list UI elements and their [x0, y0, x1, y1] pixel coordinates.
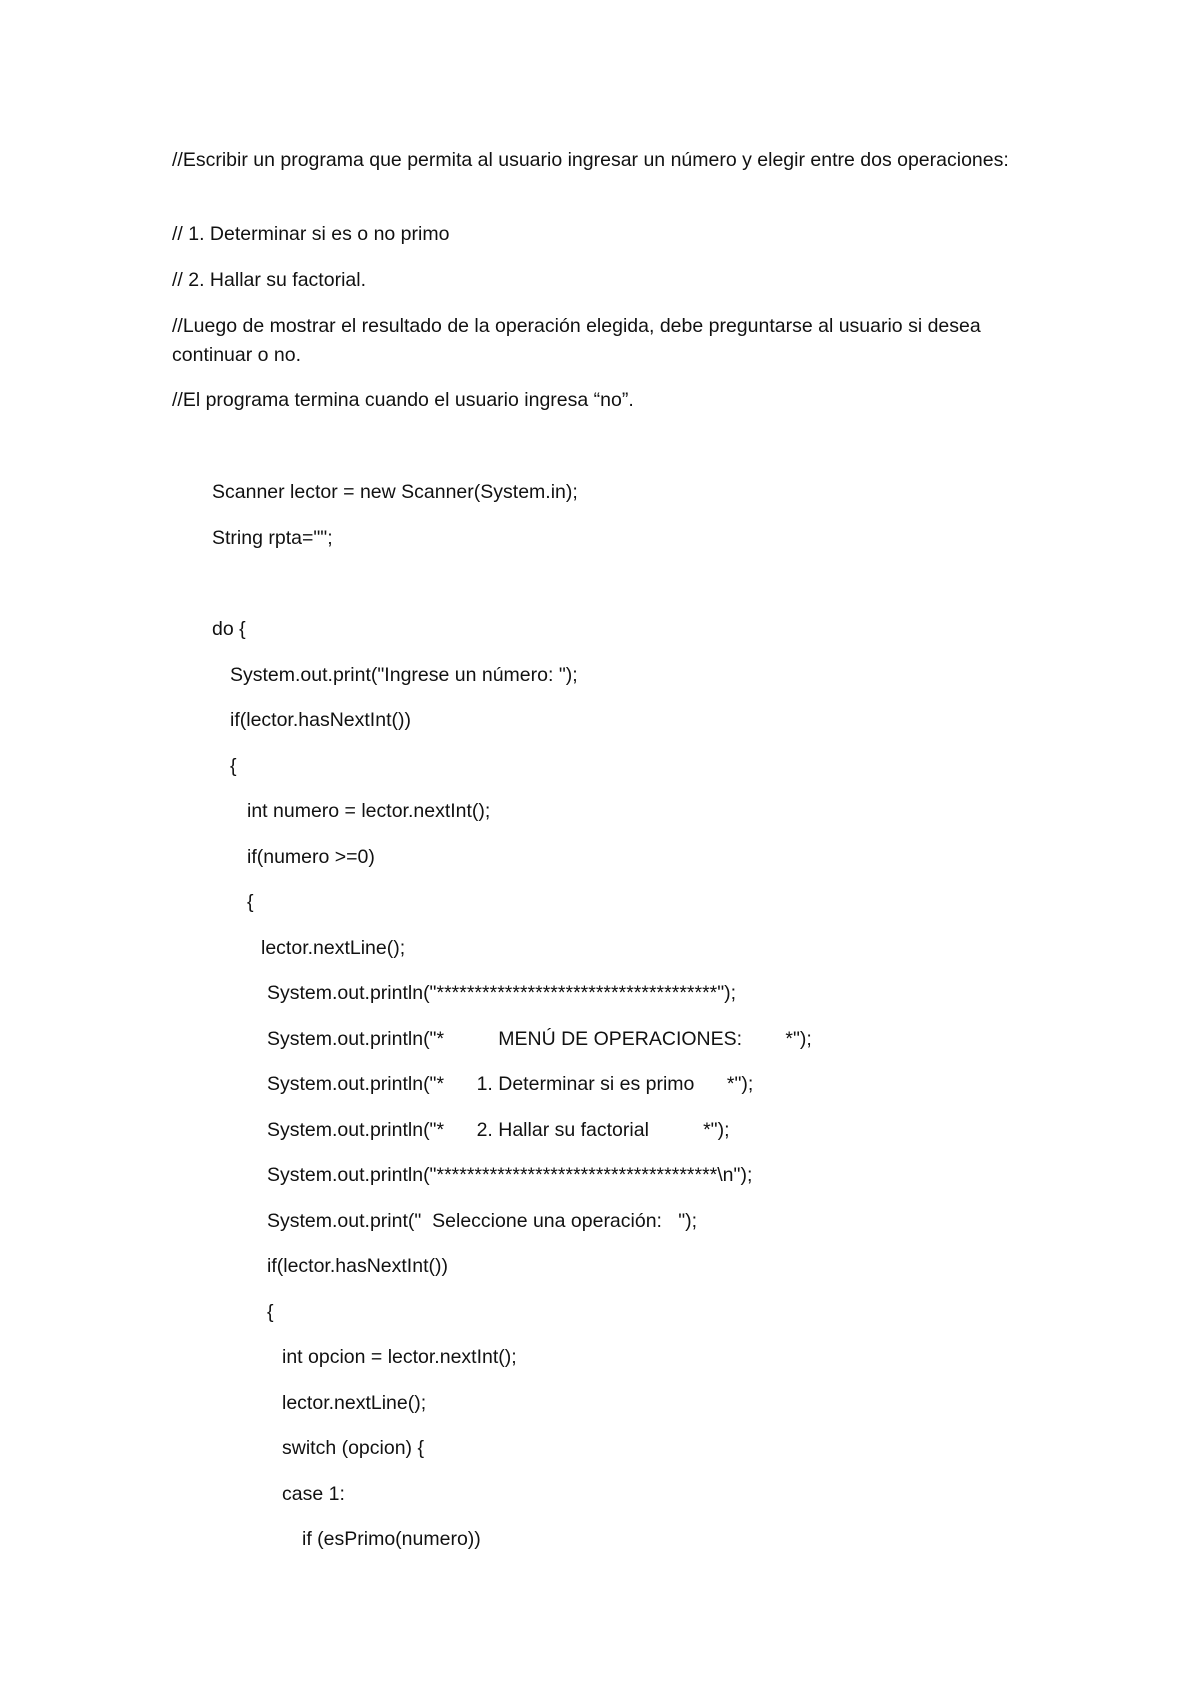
code-line: if(lector.hasNextInt()) [267, 1255, 448, 1277]
code-line: { [247, 891, 254, 913]
code-line: System.out.print("Ingrese un número: "); [230, 664, 578, 686]
code-line: int numero = lector.nextInt(); [247, 800, 491, 822]
code-line: System.out.println("*************************************\n"); [267, 1164, 753, 1186]
code-line: do { [212, 618, 246, 640]
code-line: lector.nextLine(); [261, 937, 406, 959]
code-line: { [230, 755, 237, 777]
comment-line: // 1. Determinar si es o no primo [172, 223, 450, 245]
comment-line: // 2. Hallar su factorial. [172, 269, 366, 291]
code-line: lector.nextLine(); [282, 1392, 427, 1414]
code-line: case 1: [282, 1483, 345, 1505]
code-line: System.out.println("* MENÚ DE OPERACIONES: *"); [267, 1028, 812, 1050]
comment-line: //Escribir un programa que permita al usuario ingresar un número y elegir entre dos operaciones: [172, 149, 1009, 171]
code-line: if(numero >=0) [247, 846, 375, 868]
code-line: String rpta=""; [212, 527, 333, 549]
code-line: { [267, 1301, 274, 1323]
code-line: int opcion = lector.nextInt(); [282, 1346, 517, 1368]
code-line: System.out.println("* 1. Determinar si es primo *"); [267, 1073, 754, 1095]
comment-line: //El programa termina cuando el usuario ingresa “no”. [172, 389, 634, 411]
code-line: System.out.print(" Seleccione una operación: "); [267, 1210, 698, 1232]
code-line: System.out.println("*************************************"); [267, 982, 737, 1004]
code-line: if (esPrimo(numero)) [302, 1528, 481, 1550]
code-line: Scanner lector = new Scanner(System.in); [212, 481, 578, 503]
code-line: System.out.println("* 2. Hallar su factorial *"); [267, 1119, 730, 1141]
code-line: switch (opcion) { [282, 1437, 424, 1459]
comment-line: //Luego de mostrar el resultado de la operación elegida, debe preguntarse al usuario si desea continuar o no. [172, 315, 981, 366]
code-line: if(lector.hasNextInt()) [230, 709, 411, 731]
